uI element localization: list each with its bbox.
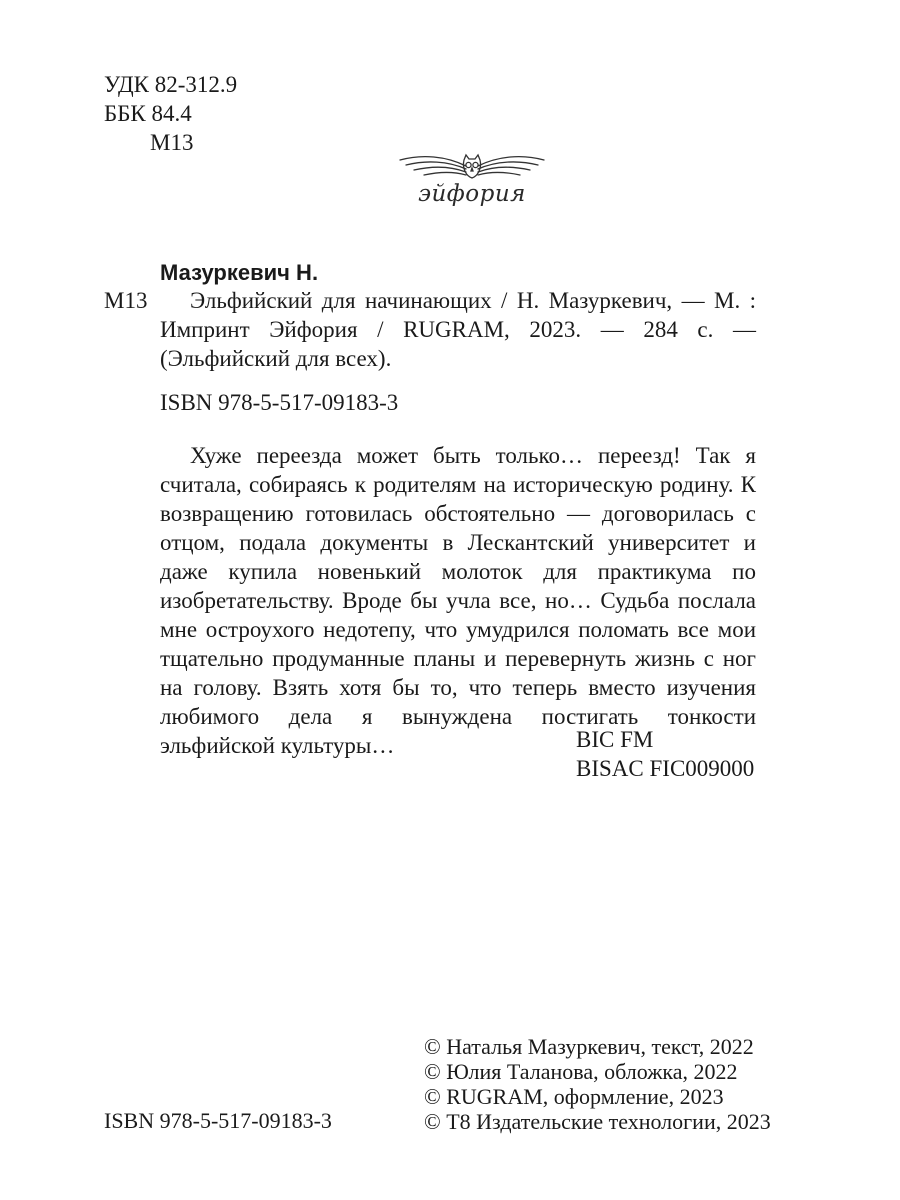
copyright-line: © Т8 Издательские технологии, 2023 [424, 1109, 771, 1134]
subject-codes [576, 725, 754, 783]
author-mark: М13 [150, 130, 194, 155]
isbn: ISBN 978-5-517-09183-3 [160, 390, 399, 415]
copyright-line: © Наталья Мазуркевич, текст, 2022 [424, 1034, 754, 1059]
author-name: Мазуркевич Н. [160, 260, 319, 285]
classification-block [104, 70, 237, 157]
bbk-code: ББК 84.4 [104, 101, 192, 126]
author-mark-record: М13 [104, 288, 148, 313]
publisher-logo-text: эйфория [418, 181, 526, 207]
copyright-list [424, 1034, 771, 1134]
copyright-line: © RUGRAM, оформление, 2023 [424, 1084, 724, 1109]
bibliographic-description: Эльфийский для начинающих / Н. Мазуркевич, — М. : Импринт Эйфория / RUGRAM, 2023. — 284 с. — (Эльфийский для всех). [160, 288, 756, 371]
annotation: Хуже переезда может быть только… переезд! Так я считала, собираясь к родителям на историческую родину. К возвращению готовилась обстоятельно — договорилась с отцом, подала документы в Лескантский университет и даже купила новенький молоток для практикума по изобретательству. Вроде бы учла все, но… Судьба послала мне остроухого недотепу, что умудрился поломать все мои тщательно продуманные планы и перевернуть жизнь с ног на голову. Взять хотя бы то, что теперь вместо изучения любимого дела я вынуждена постигать тонкости эльфийской культуры… [160, 443, 756, 758]
bisac-code: BISAC FIC009000 [576, 756, 755, 781]
isbn-footer: ISBN 978-5-517-09183-3 [104, 1108, 332, 1133]
bic-code: BIC FM [576, 727, 654, 752]
copyright-line: © Юлия Таланова, обложка, 2022 [424, 1059, 738, 1084]
publisher-logo [396, 150, 548, 214]
udk-code: УДК 82-312.9 [104, 72, 238, 97]
